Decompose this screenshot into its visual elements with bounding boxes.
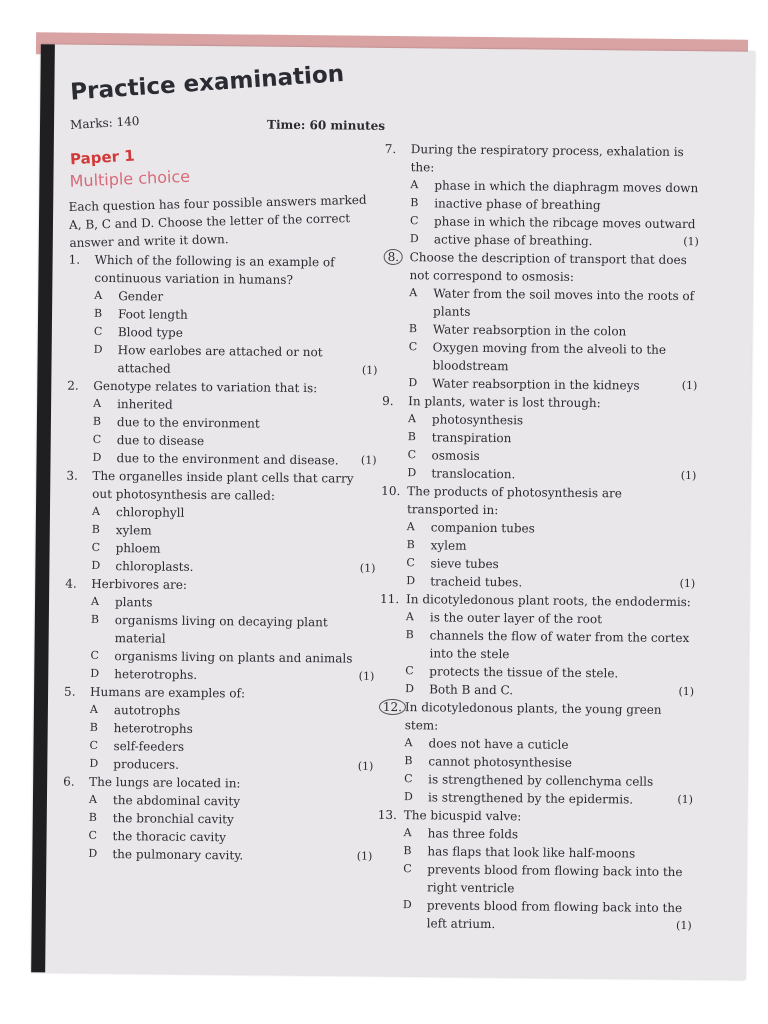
option-text: is the outer layer of the root bbox=[429, 610, 603, 627]
option-text: chlorophyll bbox=[115, 505, 185, 520]
question-text: The organelles inside plant cells that carry out photosynthesis are called: bbox=[92, 468, 354, 503]
option-letter: C bbox=[91, 540, 101, 554]
mark-allocation: (1) bbox=[361, 363, 378, 377]
question-text: The products of photosynthesis are transported in: bbox=[406, 484, 622, 518]
option-text: the abdominal cavity bbox=[112, 793, 241, 809]
option-letter: B bbox=[404, 754, 413, 768]
question-number bbox=[379, 698, 405, 734]
question-item bbox=[66, 377, 377, 470]
question-item bbox=[62, 773, 373, 866]
option-text: Both B and C. bbox=[429, 682, 514, 698]
question-number: 5. bbox=[64, 684, 76, 699]
option-letter: C bbox=[92, 432, 102, 446]
answer-option bbox=[377, 896, 692, 935]
option-text: the thoracic cavity bbox=[112, 829, 226, 845]
question-number bbox=[383, 248, 409, 284]
question-item bbox=[65, 467, 376, 578]
option-text: sieve tubes bbox=[430, 556, 499, 572]
option-letter: A bbox=[409, 286, 418, 300]
question-number: 9. bbox=[382, 393, 394, 408]
option-letter: C bbox=[407, 448, 417, 462]
option-text: protects the tissue of the stele. bbox=[429, 664, 619, 681]
option-text: channels the flow of water from the cortex into the stele bbox=[429, 628, 690, 662]
option-letter: D bbox=[409, 232, 419, 246]
option-letter: B bbox=[408, 322, 418, 336]
option-letter: B bbox=[403, 844, 412, 858]
option-letter: D bbox=[88, 846, 98, 860]
question-number: 13. bbox=[377, 807, 397, 823]
option-letter: B bbox=[93, 306, 103, 320]
option-text: producers. bbox=[113, 757, 180, 772]
option-letter: A bbox=[405, 610, 414, 624]
mark-allocation: (1) bbox=[360, 453, 377, 467]
section-heading: Multiple choice bbox=[69, 166, 191, 191]
question-text: Herbivores are: bbox=[91, 576, 187, 592]
option-text: Foot length bbox=[117, 307, 188, 322]
option-letter: C bbox=[409, 214, 419, 228]
option-text: the pulmonary cavity. bbox=[112, 847, 244, 863]
option-letter: D bbox=[93, 342, 103, 356]
question-text: The bicuspid valve: bbox=[403, 808, 522, 824]
option-text: Water from the soil moves into the roots of plants bbox=[433, 286, 695, 319]
question-text: In plants, water is lost through: bbox=[408, 394, 601, 411]
mark-allocation: (1) bbox=[357, 759, 374, 773]
option-letter: D bbox=[408, 376, 418, 390]
answer-option bbox=[377, 860, 692, 899]
page-title: Practice examination bbox=[69, 60, 345, 106]
question-text: During the respiratory process, exhalation is the: bbox=[410, 142, 684, 175]
option-letter: A bbox=[407, 412, 416, 426]
question-number: 11. bbox=[380, 591, 400, 607]
option-text: due to the environment and disease. bbox=[116, 451, 339, 468]
option-letter: A bbox=[94, 288, 103, 302]
question-stem bbox=[385, 140, 700, 179]
left-column bbox=[62, 60, 386, 866]
question-number: 6. bbox=[63, 774, 75, 789]
question-item bbox=[381, 392, 697, 485]
question-stem bbox=[379, 698, 694, 737]
question-text: Genotype relates to variation that is: bbox=[93, 378, 318, 396]
option-letter: B bbox=[410, 196, 419, 210]
option-letter: D bbox=[407, 466, 417, 480]
option-letter: C bbox=[90, 648, 99, 662]
option-letter: C bbox=[404, 772, 413, 786]
instructions: Each question has four possible answers marked A, B, C and D. Choose the letter of the correct answer and write it down. bbox=[68, 192, 367, 250]
option-letter: C bbox=[89, 738, 99, 752]
question-item bbox=[382, 248, 698, 395]
question-stem bbox=[66, 467, 376, 506]
option-letter: D bbox=[92, 450, 102, 464]
option-letter: C bbox=[406, 556, 415, 570]
option-letter: D bbox=[91, 558, 101, 572]
option-text: has flaps that look like half-moons bbox=[427, 844, 636, 861]
answer-option bbox=[62, 845, 372, 866]
option-letter: A bbox=[88, 792, 97, 806]
option-text: inactive phase of breathing bbox=[434, 196, 601, 213]
question-number: 2. bbox=[67, 378, 79, 393]
option-letter: B bbox=[407, 430, 416, 444]
option-letter: C bbox=[93, 324, 103, 338]
option-letter: B bbox=[92, 414, 102, 428]
mark-allocation: (1) bbox=[678, 685, 695, 699]
option-text: Blood type bbox=[117, 325, 183, 340]
option-letter: B bbox=[90, 612, 100, 626]
question-text: In dicotyledonous plant roots, the endodermis: bbox=[406, 592, 691, 610]
option-text: due to the environment bbox=[116, 415, 260, 431]
option-text: the bronchial cavity bbox=[112, 811, 234, 827]
option-letter: A bbox=[403, 826, 412, 840]
option-text: prevents blood from flowing back into the right ventricle bbox=[426, 862, 683, 896]
option-letter: B bbox=[405, 628, 414, 642]
option-letter: D bbox=[402, 898, 412, 912]
option-text: inherited bbox=[117, 397, 173, 412]
question-stem bbox=[381, 482, 696, 521]
question-number: 10. bbox=[381, 483, 401, 499]
question-text: The lungs are located in: bbox=[89, 774, 241, 791]
option-text: due to disease bbox=[116, 433, 205, 449]
option-text: organisms living on plants and animals bbox=[114, 649, 353, 666]
option-letter: C bbox=[403, 862, 412, 876]
option-letter: C bbox=[88, 828, 98, 842]
option-text: xylem bbox=[115, 523, 152, 538]
question-number: 3. bbox=[66, 468, 78, 483]
mark-allocation: (1) bbox=[679, 577, 696, 591]
option-letter: A bbox=[93, 396, 102, 410]
question-item bbox=[67, 251, 378, 380]
question-text: Which of the following is an example of continuous variation in humans? bbox=[94, 252, 335, 287]
option-text: translocation. bbox=[431, 466, 516, 482]
option-letter: D bbox=[90, 666, 100, 680]
question-item bbox=[380, 482, 696, 593]
time-label: Time: 60 minutes bbox=[267, 117, 386, 133]
question-item bbox=[384, 140, 700, 251]
mark-allocation: (1) bbox=[677, 792, 694, 807]
option-text: plants bbox=[114, 595, 153, 610]
option-text: tracheid tubes. bbox=[430, 574, 523, 590]
mark-allocation: (1) bbox=[676, 918, 692, 933]
option-letter: A bbox=[406, 520, 415, 534]
question-text: In dicotyledonous plants, the young green stem: bbox=[404, 700, 662, 733]
option-letter: A bbox=[90, 594, 100, 608]
question-list-right bbox=[377, 140, 700, 935]
option-text: chloroplasts. bbox=[115, 559, 194, 574]
option-letter: A bbox=[404, 736, 413, 750]
option-text: phase in which the ribcage moves outward bbox=[433, 214, 696, 232]
option-text: is strengthened by the epidermis. bbox=[427, 790, 634, 807]
option-text: cannot photosynthesise bbox=[428, 754, 572, 770]
question-text: Humans are examples of: bbox=[90, 684, 246, 701]
question-number-circled: 12. bbox=[379, 699, 406, 715]
option-text: phloem bbox=[115, 541, 161, 556]
option-text: osmosis bbox=[431, 448, 480, 463]
option-letter: A bbox=[91, 504, 101, 518]
right-column bbox=[377, 140, 700, 935]
question-item bbox=[379, 590, 695, 701]
option-letter: A bbox=[410, 178, 419, 192]
mark-allocation: (1) bbox=[358, 669, 375, 683]
option-text: autotrophs bbox=[113, 703, 181, 718]
exam-meta bbox=[69, 113, 386, 133]
answer-option bbox=[382, 338, 697, 377]
mark-allocation: (1) bbox=[683, 235, 699, 249]
question-number: 4. bbox=[65, 576, 77, 591]
option-text: prevents blood from flowing back into the left atrium. bbox=[426, 898, 683, 932]
mark-allocation: (1) bbox=[359, 561, 376, 575]
answer-option bbox=[67, 341, 377, 380]
option-letter: D bbox=[405, 682, 415, 696]
option-text: heterotrophs bbox=[113, 721, 193, 736]
mark-allocation: (1) bbox=[680, 469, 697, 483]
answer-option bbox=[383, 284, 698, 323]
option-letter: D bbox=[403, 790, 413, 804]
option-text: xylem bbox=[430, 538, 467, 553]
option-text: self-feeders bbox=[113, 739, 185, 754]
option-text: photosynthesis bbox=[431, 412, 524, 428]
option-text: How earlobes are attached or not attached bbox=[117, 343, 323, 376]
option-text: active phase of breathing. bbox=[433, 232, 593, 249]
option-letter: B bbox=[88, 810, 97, 824]
option-text: Gender bbox=[118, 289, 164, 304]
option-text: organisms living on decaying plant material bbox=[114, 613, 328, 646]
question-number: 7. bbox=[384, 141, 397, 157]
option-text: Water reabsorption in the kidneys bbox=[432, 376, 640, 393]
option-letter: C bbox=[408, 340, 418, 354]
option-text: Oxygen moving from the alveoli to the bloodstream bbox=[432, 340, 667, 374]
answer-option bbox=[379, 626, 694, 665]
option-letter: A bbox=[89, 702, 98, 716]
option-text: heterotrophs. bbox=[114, 667, 198, 682]
option-letter: D bbox=[406, 574, 416, 588]
option-letter: B bbox=[91, 522, 100, 536]
question-item bbox=[378, 698, 694, 809]
question-stem bbox=[383, 248, 698, 287]
question-item bbox=[377, 806, 693, 935]
mark-allocation: (1) bbox=[681, 379, 698, 393]
marks-label: Marks: 140 bbox=[69, 113, 140, 133]
exam-page bbox=[31, 44, 755, 979]
answer-option bbox=[65, 611, 375, 650]
question-text: Choose the description of transport that does not correspond to osmosis: bbox=[409, 250, 687, 284]
question-number-circled: 8. bbox=[384, 249, 404, 265]
option-letter: C bbox=[405, 664, 414, 678]
book-spine bbox=[31, 44, 55, 972]
mark-allocation: (1) bbox=[356, 849, 373, 863]
option-letter: B bbox=[406, 538, 415, 552]
option-text: phase in which the diaphragm moves down bbox=[434, 178, 699, 196]
paper-label: Paper 1 bbox=[69, 146, 136, 169]
option-text: does not have a cuticle bbox=[428, 736, 569, 752]
option-text: transpiration bbox=[431, 430, 512, 446]
option-text: has three folds bbox=[427, 826, 519, 842]
question-list-left bbox=[62, 251, 378, 866]
option-text: companion tubes bbox=[430, 520, 535, 536]
option-text: Water reabsorption in the colon bbox=[432, 322, 627, 339]
question-number: 1. bbox=[68, 252, 81, 267]
question-item bbox=[63, 683, 374, 776]
question-stem bbox=[68, 251, 378, 290]
option-text: is strengthened by collenchyma cells bbox=[428, 772, 654, 789]
question-item bbox=[64, 575, 375, 686]
option-letter: D bbox=[89, 756, 99, 770]
option-letter: B bbox=[89, 720, 98, 734]
